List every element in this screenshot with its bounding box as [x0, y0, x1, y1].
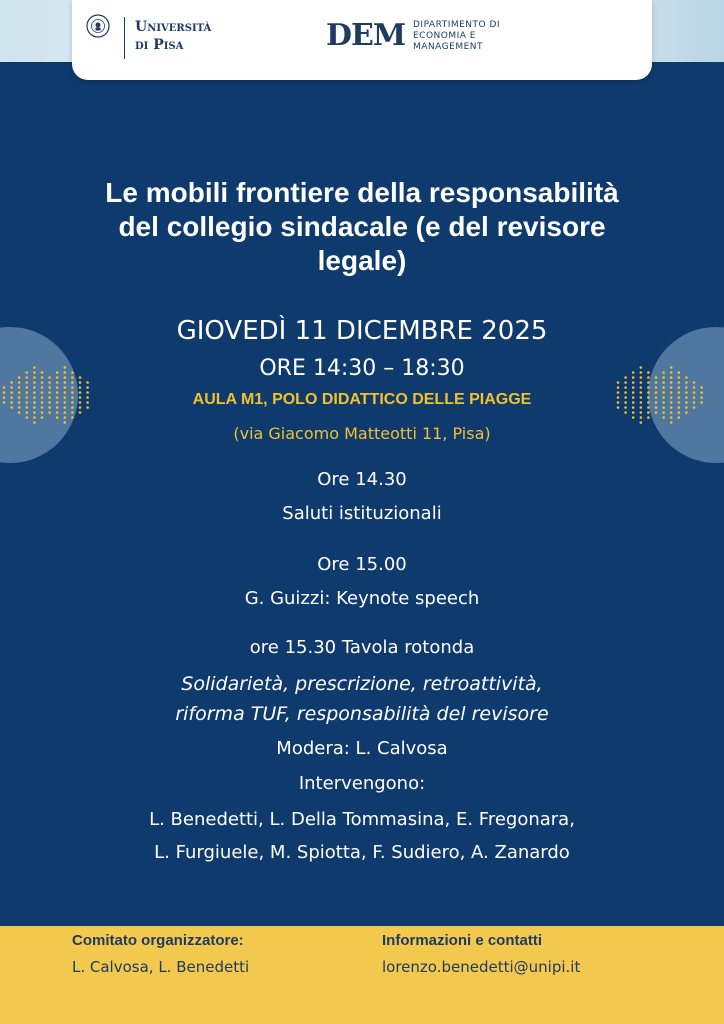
program-slot3-topic-line1: Solidarietà, prescrizione, retroattività,: [181, 673, 543, 695]
program-moderator: Modera: L. Calvosa: [276, 738, 448, 759]
university-seal-icon: [86, 14, 110, 38]
university-name-line1: Università: [135, 19, 212, 35]
program-slot1-time: Ore 14.30: [317, 469, 407, 490]
committee-label: Comitato organizzatore:: [72, 932, 244, 949]
committee-members: L. Calvosa, L. Benedetti: [72, 958, 250, 976]
dem-subtitle-line3: MANAGEMENT: [413, 42, 483, 52]
contacts-label: Informazioni e contatti: [382, 932, 543, 949]
program-slot3-topic-line2: riforma TUF, responsabilità del revisore: [175, 703, 549, 725]
dem-subtitle-line1: DIPARTIMENTO DI: [413, 20, 501, 30]
program-slot2-time: Ore 15.00: [317, 554, 407, 575]
event-title-line1: Le mobili frontiere della responsabilità: [105, 177, 619, 208]
university-name-line2: di Pisa: [135, 37, 184, 53]
event-date: GIOVEDÌ 11 DICEMBRE 2025: [176, 316, 548, 346]
event-address: (via Giacomo Matteotti 11, Pisa): [233, 424, 491, 443]
program-speakers-label: Intervengono:: [298, 773, 426, 794]
dem-subtitle: [413, 20, 500, 53]
logo-divider: [124, 17, 125, 59]
event-title-line3: legale): [317, 245, 407, 276]
program-slot2-description: G. Guizzi: Keynote speech: [244, 588, 480, 609]
program-slot1-description: Saluti istituzionali: [282, 503, 442, 524]
dem-subtitle-line2: ECONOMIA E: [413, 31, 476, 41]
contacts-email[interactable]: lorenzo.benedetti@unipi.it: [382, 958, 581, 976]
event-title-line2: del collegio sindacale (e del revisore: [118, 211, 606, 242]
program-speakers-line2: L. Furgiuele, M. Spiotta, F. Sudiero, A. Zanardo: [154, 842, 570, 863]
event-title: [22, 176, 702, 278]
event-venue: AULA M1, POLO DIDATTICO DELLE PIAGGE: [192, 391, 532, 408]
event-time: ORE 14:30 – 18:30: [259, 356, 465, 381]
dem-logo: DEM: [326, 18, 406, 53]
program-speakers-line1: L. Benedetti, L. Della Tommasina, E. Fregonara,: [149, 809, 575, 830]
program-slot3-time: ore 15.30 Tavola rotonda: [249, 637, 475, 658]
